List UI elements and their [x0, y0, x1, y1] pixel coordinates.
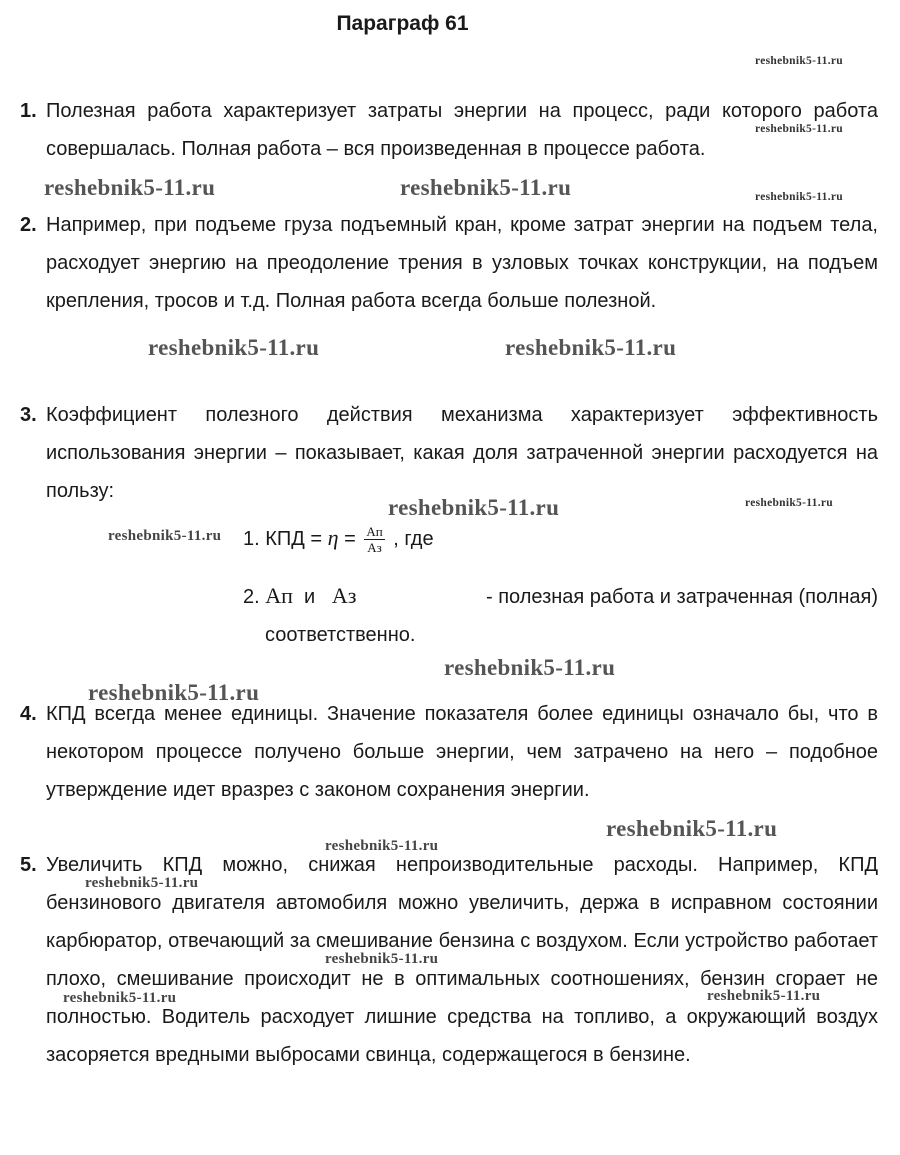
- formula-line: [243, 519, 434, 558]
- item-text: КПД всегда менее единицы. Значение показателя более единицы означало бы, что в некотором процессе получено больше энергии, чем затрачено на него – подобное утверждение идет вразрез с законом сохранения энергии.: [46, 703, 878, 801]
- watermark: reshebnik5-11.ru: [148, 335, 320, 360]
- fraction-numerator: Aп: [366, 524, 383, 540]
- watermark: reshebnik5-11.ru: [400, 175, 572, 200]
- watermark: reshebnik5-11.ru: [325, 838, 439, 854]
- watermark: reshebnik5-11.ru: [108, 528, 222, 544]
- sub-item-number-1: 1.: [243, 528, 260, 550]
- list-item-1: [20, 92, 878, 168]
- watermark: reshebnik5-11.ru: [755, 123, 843, 135]
- list-item-3: [20, 396, 878, 510]
- sub-item-number-2: 2.: [243, 586, 260, 608]
- watermark: reshebnik5-11.ru: [388, 495, 560, 520]
- definition-text: - полезная работа и затраченная (полная): [485, 586, 878, 608]
- watermark: reshebnik5-11.ru: [85, 875, 199, 891]
- watermark: reshebnik5-11.ru: [44, 175, 216, 200]
- az-symbol: Aз: [331, 583, 357, 608]
- fraction: [364, 524, 384, 555]
- watermark: reshebnik5-11.ru: [745, 497, 833, 509]
- item-number: 3.: [20, 404, 37, 426]
- item-number: 2.: [20, 214, 37, 236]
- item-number: 5.: [20, 854, 37, 876]
- formula-equals: =: [344, 528, 356, 550]
- watermark: reshebnik5-11.ru: [755, 191, 843, 203]
- definition-text-2: соответственно.: [265, 624, 416, 646]
- item-text: Коэффициент полезного действия механизма характеризует эффективность использования энергии – показывает, какая доля затраченной энергии расходуется на пользу:: [46, 404, 878, 502]
- item-text: Увеличить КПД можно, снижая непроизводительные расходы. Например, КПД бензинового двигателя автомобиля можно увеличить, держа в исправном состоянии карбюратор, отвечающий за смешивание бензина с воздухом. Если устройство работает плохо, смешивание происходит не в оптимальных соотношениях, бензин сгорает не полностью. Водитель расходует лишние средства на топливо, а окружающий воздух засоряется вредными выбросами свинца, содержащегося в бензине.: [46, 854, 878, 1066]
- watermark: reshebnik5-11.ru: [63, 990, 177, 1006]
- watermark: reshebnik5-11.ru: [325, 951, 439, 967]
- watermark: reshebnik5-11.ru: [755, 55, 843, 67]
- formula-suffix: , где: [393, 528, 434, 550]
- watermark: reshebnik5-11.ru: [505, 335, 677, 360]
- ap-symbol: Aп: [265, 583, 293, 608]
- fraction-denominator: Aз: [367, 540, 382, 556]
- item-text: Полезная работа характеризует затраты энергии на процесс, ради которого работа совершалась. Полная работа – вся произведенная в процессе работа.: [46, 100, 878, 160]
- watermark: reshebnik5-11.ru: [444, 655, 616, 680]
- watermark: reshebnik5-11.ru: [707, 988, 821, 1004]
- list-item-2: [20, 206, 878, 320]
- watermark: reshebnik5-11.ru: [88, 680, 260, 705]
- item-number: 1.: [20, 100, 37, 122]
- page-title: Параграф 61: [336, 12, 469, 35]
- and-word: и: [304, 586, 316, 608]
- item-text: Например, при подъеме груза подъемный кран, кроме затрат энергии на подъем тела, расходует энергию на преодоление трения в узловых точках конструкции, на подъем крепления, тросов и т.д. Полная работа всегда больше полезной.: [46, 214, 878, 312]
- eta-symbol: η: [327, 525, 339, 550]
- definition-line: [243, 577, 878, 654]
- formula-label: КПД =: [265, 528, 323, 550]
- watermark: reshebnik5-11.ru: [606, 816, 778, 841]
- list-item-4: [20, 695, 878, 809]
- item-number: 4.: [20, 703, 37, 725]
